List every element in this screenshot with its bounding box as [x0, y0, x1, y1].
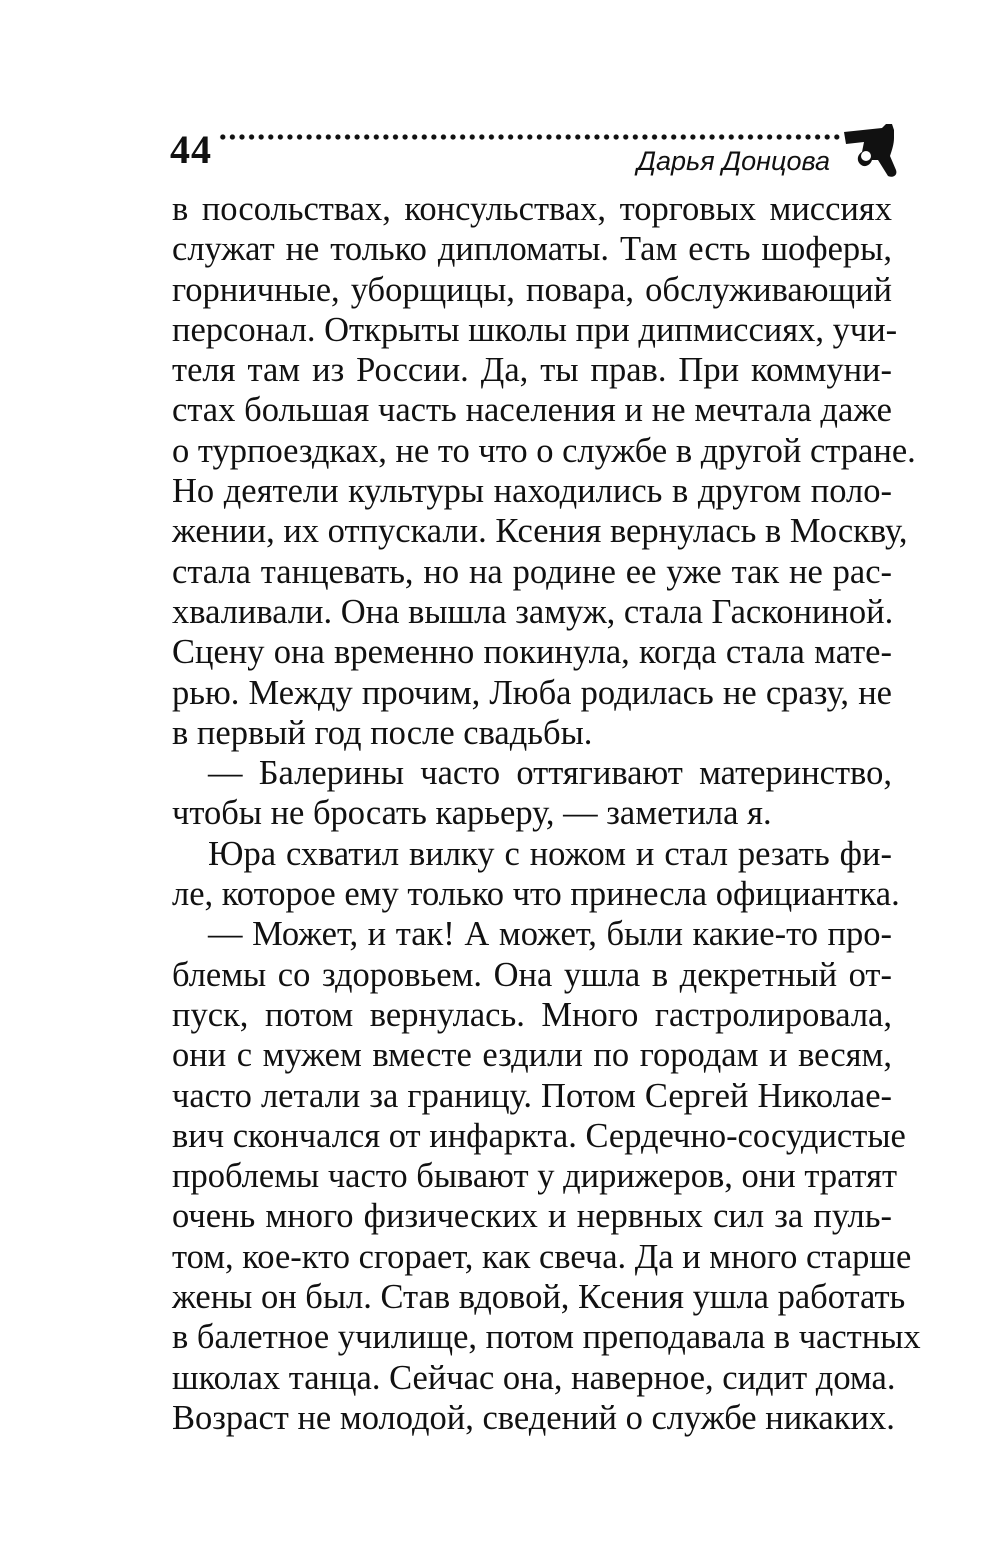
running-header: [170, 118, 910, 198]
text-line: часто летали за границу. Потом Сергей Николае-: [172, 1076, 892, 1115]
text-line: — Может, и так! А может, были какие-то про-: [208, 915, 892, 954]
text-line: стах большая часть населения и не мечтала даже: [172, 391, 892, 430]
text-line: блемы со здоровьем. Она ушла в декретный от-: [172, 955, 892, 994]
paragraph: [172, 834, 900, 915]
text-line: служат не только дипломаты. Там есть шоферы,: [172, 230, 892, 269]
text-line: жены он был. Став вдовой, Ксения ушла работать: [172, 1278, 906, 1317]
text-line: о турпоездках, не то что о службе в другой стране.: [172, 431, 916, 470]
dotted-rule: [218, 132, 842, 142]
text-line: жении, их отпускали. Ксения вернулась в Москву,: [172, 512, 908, 551]
text-line: Но деятели культуры находились в другом поло-: [172, 472, 892, 511]
text-line: рью. Между прочим, Люба родилась не сразу, не: [172, 673, 892, 712]
paragraph: [172, 914, 921, 1438]
page-body: [172, 189, 921, 1438]
text-line: том, кое-кто сгорает, как свеча. Да и много старше: [172, 1237, 912, 1276]
text-line: — Балерины часто оттягивают материнство,: [208, 754, 892, 793]
text-line: проблемы часто бывают у дирижеров, они тратят: [172, 1157, 898, 1196]
text-line: горничные, уборщицы, повара, обслуживающий: [172, 270, 892, 309]
text-line: пуск, потом вернулась. Много гастролировала,: [172, 995, 892, 1034]
text-line: Возраст не молодой, сведений о службе никаких.: [172, 1398, 895, 1437]
author-name: Дарья Донцова: [636, 146, 830, 176]
text-line: Сцену она временно покинула, когда стала мате-: [172, 633, 892, 672]
text-line: в посольствах, консульствах, торговых миссиях: [172, 190, 892, 228]
text-line: персонал. Открыты школы при дипмиссиях, учи-: [172, 310, 898, 349]
paragraph: [172, 753, 892, 834]
page-number: 44: [170, 127, 212, 172]
text-line: Юра схватил вилку с ножом и стал резать фи-: [208, 834, 892, 873]
text-line: стала танцевать, но на родине ее уже так не рас-: [172, 552, 892, 591]
text-line: в первый год после свадьбы.: [172, 713, 593, 752]
text-line: ле, которое ему только что принесла официантка.: [172, 875, 900, 914]
text-line: в балетное училище, потом преподавала в частных: [172, 1318, 921, 1357]
text-line: вич скончался от инфаркта. Сердечно-сосудистые: [172, 1116, 906, 1155]
revolver-icon: [842, 120, 900, 180]
text-line: очень много физических и нервных сил за пуль-: [172, 1197, 892, 1236]
text-line: чтобы не бросать карьеру, — заметила я.: [172, 794, 772, 833]
text-line: школах танца. Сейчас она, наверное, сидит дома.: [172, 1358, 896, 1397]
paragraph: [172, 189, 916, 753]
text-line: хваливали. Она вышла замуж, стала Гаскониной.: [172, 592, 894, 631]
text-line: теля там из России. Да, ты прав. При коммуни-: [172, 351, 892, 390]
text-line: они с мужем вместе ездили по городам и весям,: [172, 1036, 892, 1075]
